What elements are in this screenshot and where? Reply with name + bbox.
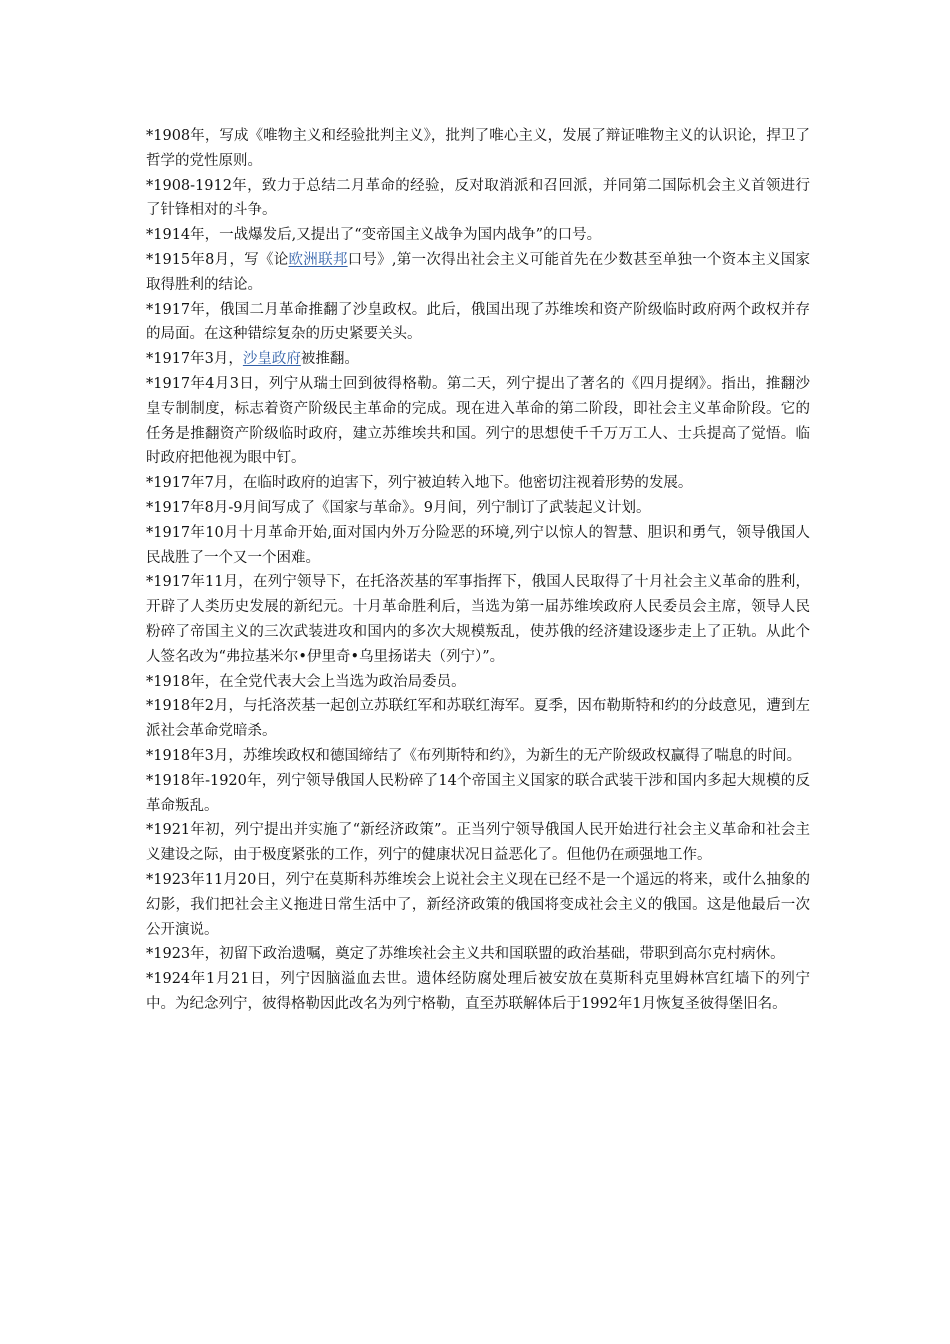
paragraph-text-after: 被推翻。: [300, 351, 359, 368]
paragraph-1914: [146, 223, 810, 248]
paragraph-1915: [146, 248, 810, 298]
paragraph-text: *1917年，俄国二月革命推翻了沙皇政权。此后，俄国出现了苏维埃和资产阶级临时政府两个政权并存的局面。在这种错综复杂的历史紧要关头。: [146, 301, 810, 343]
paragraph-text: *1908年，写成《唯物主义和经验批判主义》，批判了唯心主义，发展了辩证唯物主义的认识论，捍卫了哲学的党性原则。: [146, 128, 810, 169]
paragraph-1924: [146, 967, 810, 1017]
paragraph-text: *1918年，在全党代表大会上当选为政治局委员。: [146, 673, 466, 690]
paragraph-text: *1914年，一战爆发后,又提出了“变帝国主义战争为国内战争”的口号。: [146, 227, 602, 244]
paragraph-text: *1917年11月，在列宁领导下，在托洛茨基的军事指挥下，俄国人民取得了十月社会主义革命的胜利，开辟了人类历史发展的新纪元。十月革命胜利后，当选为第一届苏维埃政府人民委员会主席，领导人民粉碎了帝国主义的三次武装进攻和国内的多次大规模叛乱，使苏俄的经济建设逐步走上了正轨。从此个人签名改为“弗拉基米尔•伊里奇•乌里扬诺夫（列宁）”。: [146, 574, 810, 665]
paragraph-1908-1912: [146, 174, 810, 224]
paragraph-1917-october: [146, 521, 810, 571]
paragraph-1923: [146, 942, 810, 967]
paragraph-text: *1917年8月-9月间写成了《国家与革命》。9月间，列宁制订了武装起义计划。: [146, 499, 651, 516]
link-european-federation[interactable]: 欧洲联邦: [288, 251, 348, 268]
paragraph-1918-february: [146, 694, 810, 744]
link-tsarist-government[interactable]: 沙皇政府: [242, 351, 301, 368]
paragraph-text: *1917年7月，在临时政府的迫害下，列宁被迫转入地下。他密切注视着形势的发展。: [146, 475, 693, 492]
paragraph-text: *1923年，初留下政治遗嘱，奠定了苏维埃社会主义共和国联盟的政治基础，带职到高尔克村病休。: [146, 946, 785, 963]
paragraph-1917-march: [146, 347, 810, 372]
paragraph-1918-1920: [146, 769, 810, 819]
paragraph-1917-july: [146, 471, 810, 496]
paragraph-text: *1918年3月，苏维埃政权和德国缔结了《布列斯特和约》，为新生的无产阶级政权赢得了喘息的时间。: [146, 747, 802, 764]
paragraph-1917-february: [146, 298, 810, 348]
paragraph-1918-march: [146, 744, 810, 769]
paragraph-text: *1918年2月，与托洛茨基一起创立苏联红军和苏联红海军。夏季，因布勒斯特和约的分歧意见，遭到左派社会革命党暗杀。: [146, 698, 810, 740]
paragraph-text: *1921年初，列宁提出并实施了“新经济政策”。正当列宁领导俄国人民开始进行社会主义革命和社会主义建设之际，由于极度紧张的工作，列宁的健康状况日益恶化了。但他仍在顽强地工作。: [146, 822, 810, 864]
paragraph-text: *1908-1912年，致力于总结二月革命的经验，反对取消派和召回派，并同第二国际机会主义首领进行了针锋相对的斗争。: [146, 177, 810, 219]
paragraph-text-before: *1917年3月，: [146, 351, 243, 368]
paragraph-1917-april: [146, 372, 810, 471]
paragraph-1908-materialism: [146, 124, 810, 174]
paragraph-text: *1924年1月21日，列宁因脑溢血去世。遗体经防腐处理后被安放在莫斯科克里姆林宫红墙下的列宁中。为纪念列宁，彼得格勒因此改名为列宁格勒，直至苏联解体后于1992年1月恢复圣彼得堡旧名。: [146, 971, 810, 1012]
paragraph-1917-august: [146, 496, 810, 521]
paragraph-1918: [146, 670, 810, 695]
paragraph-1917-november: [146, 570, 810, 669]
document-body: [146, 124, 810, 1017]
paragraph-text: *1917年4月3日，列宁从瑞士回到彼得格勒。第二天，列宁提出了著名的《四月提纲》。指出，推翻沙皇专制制度，标志着资产阶级民主革命的完成。现在进入革命的第二阶段，即社会主义革命阶段。它的任务是推翻资产阶级临时政府，建立苏维埃共和国。列宁的思想使千千万万工人、士兵提高了觉悟。临时政府把他视为眼中钉。: [146, 375, 810, 467]
paragraph-1923-november: [146, 868, 810, 942]
paragraph-text: *1923年11月20日，列宁在莫斯科苏维埃会上说社会主义现在已经不是一个遥远的将来，或什么抽象的幻影，我们把社会主义拖进日常生活中了，新经济政策的俄国将变成社会主义的俄国。这是他最后一次公开演说。: [146, 871, 810, 938]
paragraph-1921: [146, 818, 810, 868]
paragraph-text: *1918年-1920年，列宁领导俄国人民粉碎了14个帝国主义国家的联合武装干涉和国内多起大规模的反革命叛乱。: [146, 772, 810, 814]
paragraph-text-before: *1915年8月，写《论: [146, 251, 289, 268]
paragraph-text-after: 口号》,第一次得出社会主义可能首先在少数甚至单独一个资本主义国家取得胜利的结论。: [146, 251, 811, 293]
paragraph-text: *1917年10月十月革命开始,面对国内外万分险恶的环境,列宁以惊人的智慧、胆识和勇气，领导俄国人民战胜了一个又一个困难。: [146, 524, 810, 566]
